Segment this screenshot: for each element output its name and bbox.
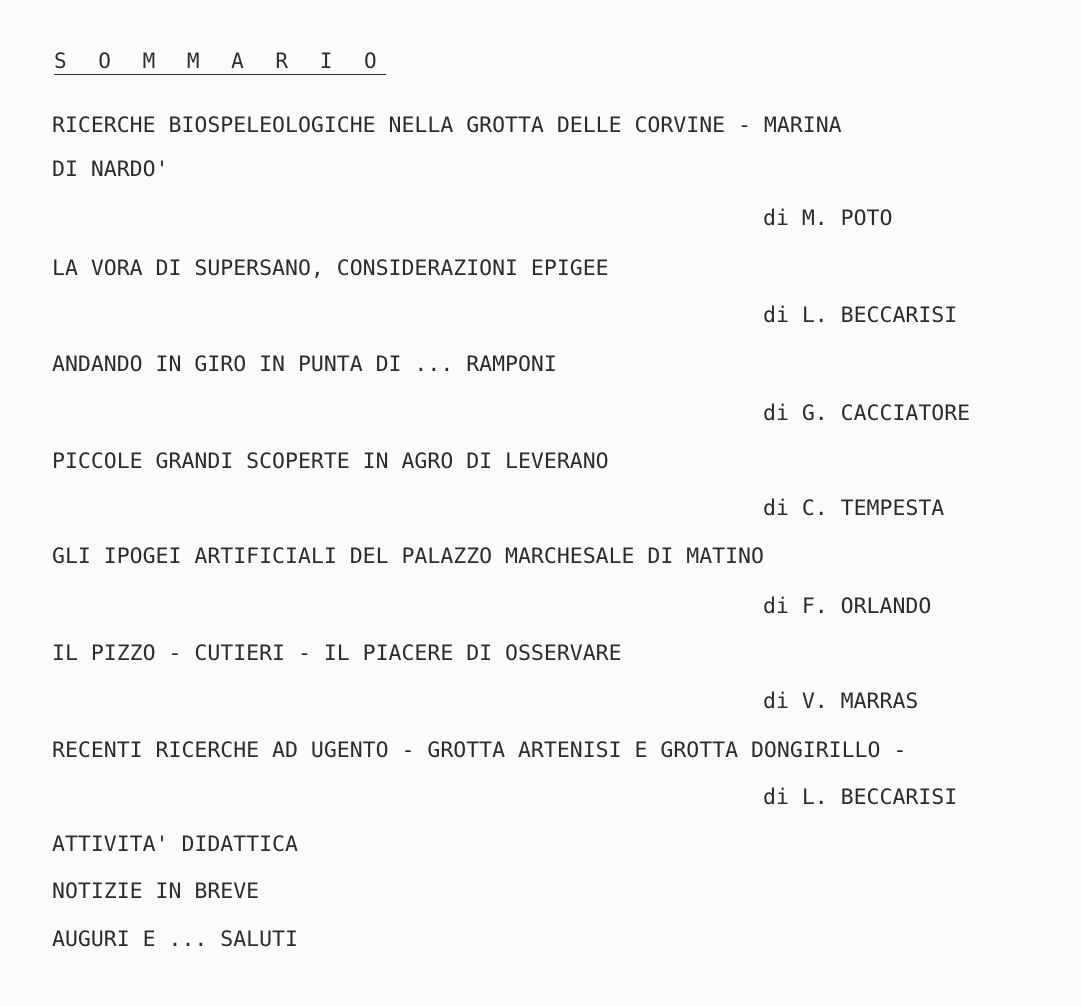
extra-item-3: AUGURI E ... SALUTI	[52, 927, 298, 952]
entry-title-5: GLI IPOGEI ARTIFICIALI DEL PALAZZO MARCHESALE DI MATINO	[52, 544, 764, 569]
entry-title-1: RICERCHE BIOSPELEOLOGICHE NELLA GROTTA DELLE CORVINE - MARINA	[52, 113, 842, 138]
entry-title-3: ANDANDO IN GIRO IN PUNTA DI ... RAMPONI	[52, 352, 557, 377]
entry-author-6: di V. MARRAS	[763, 689, 919, 714]
entry-title-4: PICCOLE GRANDI SCOPERTE IN AGRO DI LEVERANO	[52, 449, 609, 474]
entry-author-7: di L. BECCARISI	[763, 785, 958, 810]
entry-title-7: RECENTI RICERCHE AD UGENTO - GROTTA ARTENISI E GROTTA DONGIRILLO -	[52, 738, 907, 763]
entry-author-4: di C. TEMPESTA	[763, 496, 945, 521]
entry-author-2: di L. BECCARISI	[763, 303, 958, 328]
entry-author-3: di G. CACCIATORE	[763, 401, 971, 426]
entry-title-2: LA VORA DI SUPERSANO, CONSIDERAZIONI EPIGEE	[52, 256, 609, 281]
entry-title-6: IL PIZZO - CUTIERI - IL PIACERE DI OSSERVARE	[52, 641, 622, 666]
entry-author-1: di M. POTO	[763, 206, 893, 231]
sommario-heading: S O M M A R I O	[54, 49, 387, 73]
extra-item-1: ATTIVITA' DIDATTICA	[52, 832, 298, 857]
extra-item-2: NOTIZIE IN BREVE	[52, 879, 260, 904]
entry-title-1-continued: DI NARDO'	[52, 157, 169, 182]
entry-author-5: di F. ORLANDO	[763, 594, 932, 619]
